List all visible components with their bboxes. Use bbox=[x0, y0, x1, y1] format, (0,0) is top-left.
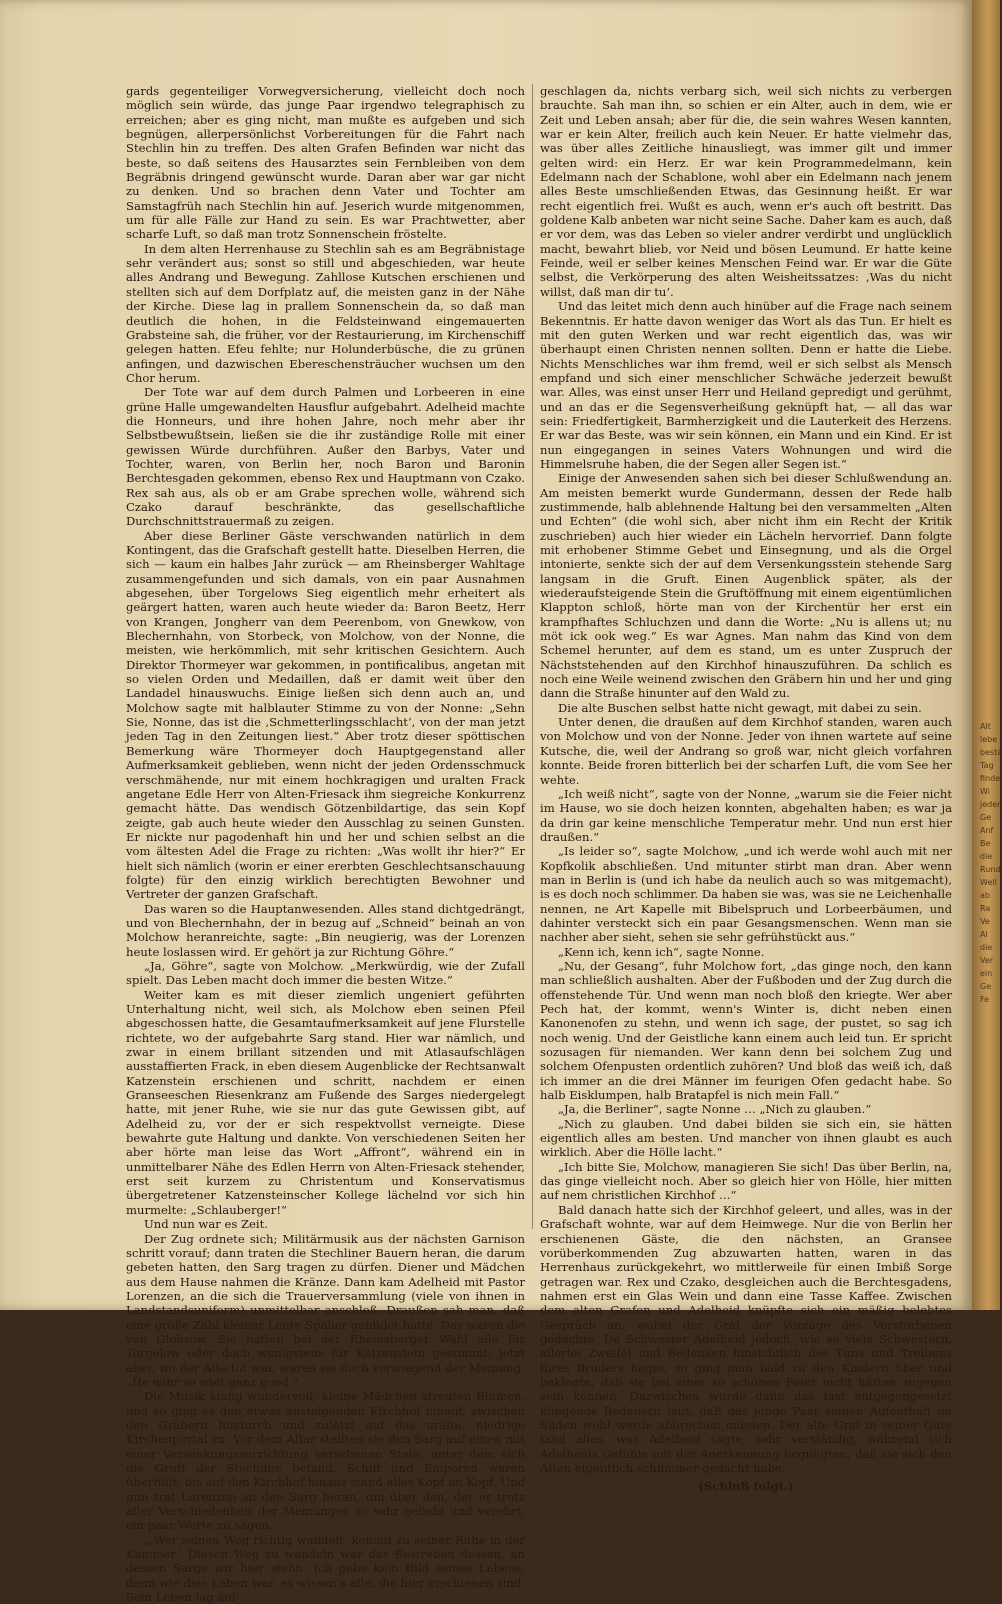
edge-fragment: Ve bbox=[980, 917, 990, 926]
edge-fragment: Be bbox=[980, 839, 991, 848]
edge-fragment: Ra bbox=[980, 904, 991, 913]
left-text-column bbox=[126, 84, 525, 1604]
edge-fragment: Ge bbox=[980, 813, 992, 822]
paragraph: In dem alten Herrenhause zu Stechlin sah es am Begräbnistage sehr verändert aus; sonst so still und abgeschieden, war heute alles Andrang und Bewegung. Zahllose Kutschen erschienen und stellten sich auf dem Dorfplatz auf, die meisten ganz in der Nähe der Kirche. Diese lag in prallem Sonnenschein da, so daß man deutlich die hohen, in die Feldsteinwand eingemauerten Grabsteine sah, die früher, vor der Restaurierung, im Kirchenschiff gelegen hatten. Efeu fehlte; nur Holunderbüsche, die zu grünen anfingen, und dazwischen Ebereschensträucher wuchsen um den Chor herum. bbox=[126, 241, 525, 385]
edge-fragment: Ver bbox=[980, 956, 994, 965]
edge-fragment: finde bbox=[980, 774, 1001, 783]
paragraph: „Kenn ich, kenn ich“, sagte Nonne. bbox=[558, 944, 765, 959]
edge-fragment: Alt bbox=[980, 722, 991, 731]
column-divider bbox=[532, 84, 533, 1229]
paragraph: Unter denen, die draußen auf dem Kirchhof standen, waren auch von Molchow und von der Nonne. Jeder von ihnen wartete auf seine Kutsche, die, weil der Andrang so groß war, nicht gleich vorfahren konnte. Beide froren bitterlich bei der scharfen Luft, die vom See her wehte. bbox=[540, 715, 952, 787]
paragraph: Einige der Anwesenden sahen sich bei dieser Schlußwendung an. Am meisten bemerkt wurde Gundermann, dessen der Rede halb zustimmende, halb ablehnende Haltung bei den versammelten „Alten und Echten“ (die wohl sich, aber nicht ihm ein Recht der Kritik zuschrieben) auch hier wieder ein Lächeln hervorrief. Dann folgte mit erhobener Stimme Gebet und Einsegnung, und als die Orgel intonierte, senkte sich der auf dem Versenkungsstein stehende Sarg langsam in die Gruft. Einen Augenblick später, als der wiederaufsteigende Stein die Gruftöffnung mit einem eigentümlichen Klappton schloß, hörte man von der Kirchentür her erst ein krampfhaftes Schluchzen und dann die Worte: „Nu is allens ut; nu möt ick ook weg.“ Es war Agnes. Man nahm das Kind von dem Schemel herunter, auf dem es stand, um es unter Zuspruch der Nächststehenden auf den Kirchhof hinauszuführen. Da schlich es noch eine Weile weinend zwischen den Gräbern hin und her und ging dann die Straße hinunter auf den Wald zu. bbox=[540, 471, 952, 701]
paragraph: „Is leider so“, sagte Molchow, „und ich werde wohl auch mit ner Kopfkolik abschließen. Und mitunter stirbt man dran. Aber wenn man in Berlin is (und ich habe da neulich auch so was mitgemacht), is es doch noch schlimmer. Da haben sie was, was sie ne Leichenhalle nennen, ne Art Kapelle mit Bibelspruch und Lorbeerbäumen, und dahinter versteckt sich ein paar Gesangsmenschen. Wenn man sie nachher aber sieht, sehen sie sehr gefrühstückt aus.“ bbox=[540, 844, 952, 945]
paragraph: geschlagen da, nichts verbarg sich, weil sich nichts zu verbergen brauchte. Sah man ihn, so schien er ein Alter, auch in dem, wie er Zeit und Leben ansah; aber für die, die sein wahres Wesen kannten, war er kein Alter, freilich auch kein Neuer. Er hatte vielmehr das, was über alles Zeitliche hinausliegt, was immer gilt und immer gelten wird: ein Herz. Er war kein Programmedelmann, kein Edelmann nach der Schablone, wohl aber ein Edelmann nach jenem alles Beste umschließenden Etwas, das Gesinnung heißt. Er war recht eigentlich frei. Wußt es auch, wenn er's auch oft bestritt. Das goldene Kalb anbeten war nicht seine Sache. Daher kam es auch, daß er vor dem, was das Leben so vieler andrer verdirbt und unglücklich macht, bewahrt blieb, vor Neid und bösen Leumund. Er hatte keine Feinde, weil er selber keines Menschen Feind war. Er war die Güte selbst, die Verkörperung des alten Weisheitssatzes: ‚Was du nicht willst, daß man dir tu‘. bbox=[540, 84, 952, 299]
paragraph: Aber diese Berliner Gäste verschwanden natürlich in dem Kontingent, das die Grafschaft gestellt hatte. Dieselben Herren, die sich — kaum ein halbes Jahr zurück — am Rheinsberger Wahltage zusammengefunden und sich damals, von ein paar Ausnahmen abgesehen, über Torgelows Sieg eigentlich mehr erheitert als geärgert hatten, waren auch heute wieder da: Baron Beetz, Herr von Krangen, Jongherr van dem Peerenbom, von Gnewkow, von Blechernhahn, von Storbeck, von Molchow, von der Nonne, die meisten, wie herkömmlich, mit sehr kritischen Gesichtern. Auch Direktor Thormeyer war gekommen, in pontificalibus, angetan mit so vielen Orden und Medaillen, daß er damit weit über den Landadel hinauswuchs. Einige ließen sich denn auch an, und Molchow sagte mit halblauter Stimme zu von der Nonne: „Sehn Sie, Nonne, das ist die ‚Schmetterlingsschlacht‘, von der man jetzt jeden Tag in den Zeitungen liest.“ Aber trotz dieser spöttischen Bemerkung wäre Thormeyer doch Hauptgegenstand aller Aufmerksamkeit geblieben, wenn nicht der jeden Ordensschmuck verschmähende, nur mit einem hochkragigen und uralten Frack angetane Edle Herr von Alten-Friesack ihm siegreiche Konkurrenz gemacht hätte. Das wendisch Götzenbildartige, das sein Kopf zeigte, gab auch heute wieder den Ausschlag zu seinen Gunsten. Er nickte nur pagodenhaft hin und her und schien selbst an die vom ältesten Adel die Frage zu richten: „Was wollt ihr hier?“ Er hielt sich nämlich (worin er einer ererbten Geschlechtsanschauung folgte) für den einzig wirklich berechtigten Bewohner und Vertreter der ganzen Grafschaft. bbox=[126, 528, 525, 902]
paragraph: „Nu, der Gesang“, fuhr Molchow fort, „das ginge noch, den kann man schließlich aushalten. Aber der Fußboden und der Zug durch die offenstehende Tür. Und wenn man noch bloß den kriegte. Wer aber Pech hat, der kommt, wenn's Winter is, dicht neben einen Kanonenofen zu stehn, und wenn ich sage, der pustet, so sag ich noch wenig. Und der Geistliche kann einem auch leid tun. Er spricht sozusagen für niemanden. Wer kann denn bei solchem Zug und solchem Ofenpusten ordentlich zuhören? Und bloß das weiß ich, daß ich immer an die drei Männer im feurigen Ofen gedacht habe. So halb Eisklumpen, halb Bratapfel is nich mein Fall.“ bbox=[540, 958, 952, 1103]
paragraph: „Ich weiß nicht“, sagte von der Nonne, „warum sie die Feier nicht im Hause, wo sie doch heizen konnten, abgehalten haben; es war ja da drin gar keine menschliche Temperatur mehr. Und nun erst hier draußen.“ bbox=[540, 786, 952, 844]
edge-fragment: lebe bbox=[980, 735, 998, 744]
edge-fragment: jeder bbox=[980, 800, 1001, 809]
edge-fragment: Al bbox=[980, 930, 988, 939]
paragraph: Und nun war es Zeit. bbox=[144, 1217, 268, 1232]
paragraph: Der Tote war auf dem durch Palmen und Lorbeeren in eine grüne Halle umgewandelten Hausflur aufgebahrt. Adelheid machte die Honneurs, und ihre hohen Jahre, noch mehr aber ihr Selbstbewußtsein, ließen sie die ihr zuständige Rolle mit einer gewissen Würde durchführen. Außer den Barbys, Vater und Tochter, waren, von Berlin her, noch Baron und Baronin Berchtesgaden gekommen, ebenso Rex und Hauptmann von Czako. Rex sah aus, als ob er am Grabe sprechen wolle, während sich Czako darauf beschränkte, das gesellschaftliche Durchschnittstrauermaß zu zeigen. bbox=[126, 385, 525, 529]
edge-fragment: Anf bbox=[980, 826, 994, 835]
edge-fragment: Fe bbox=[980, 995, 990, 1004]
continuation-note: (Schluß folgt.) bbox=[698, 1479, 794, 1494]
edge-fragment: bestä bbox=[980, 748, 1002, 757]
paragraph: Und das leitet mich denn auch hinüber auf die Frage nach seinem Bekenntnis. Er hatte davon weniger das Wort als das Tun. Er hielt es mit den guten Werken und war recht eigentlich das, was wir überhaupt einen Christen nennen sollten. Denn er hatte die Liebe. Nichts Menschliches war ihm fremd, weil er sich selbst als Mensch empfand und sich einer menschlicher Schwäche jederzeit bewußt war. Alles, was einst unser Herr und Heiland gepredigt und gerühmt, und an das er die Segensverheißung geknüpft hat, — all das war sein: Friedfertigkeit, Barmherzigkeit und die Lauterkeit des Herzens. Er war das Beste, was wir sein können, ein Mann und ein Kind. Er ist nun eingegangen in seines Vaters Wohnungen und wird die Himmelsruhe haben, die der Segen aller Segen ist.“ bbox=[540, 299, 952, 471]
paragraph: „Ja, die Berliner“, sagte Nonne … „Nich zu glauben.“ bbox=[558, 1102, 872, 1117]
edge-fragment: Rund bbox=[980, 865, 1001, 874]
edge-fragment: ab bbox=[980, 891, 990, 900]
paragraph: Weiter kam es mit dieser ziemlich ungeniert geführten Unterhaltung nicht, weil sich, als Molchow eben seinen Pfeil abgeschossen hatte, die Gesamtaufmerksamkeit auf jene Flurstelle richtete, wo der aufgebahrte Sarg stand. Hier war nämlich, und zwar in einem brillant sitzenden und mit Atlasaufschlägen ausstaffierten Frack, in eben diesem Augenblicke der Rechtsanwalt Katzenstein erschienen und schritt, nachdem er einen Granseeschen Riesenkranz am Fußende des Sarges niedergelegt hatte, mit jener Ruhe, wie sie nur das gute Gewissen gibt, auf Adelheid zu, vor der er sich respektvollst verneigte. Diese bewahrte gute Haltung und dankte. Von verschiedenen Seiten her aber hörte man leise das Wort „Affront“, während ein in unmittelbarer Nähe des Edlen Herrn von Alten-Friesack stehender, erst seit kurzem zu Christentum und Konservatismus übergetretener Katzensteinscher Kollege lächelnd vor sich hin murmelte: „Schlauberger!“ bbox=[126, 987, 525, 1217]
edge-fragment: Tag bbox=[980, 761, 994, 770]
edge-fragment: Wi bbox=[980, 787, 990, 796]
edge-fragment: Ge bbox=[980, 982, 992, 991]
paragraph: Bald danach hatte sich der Kirchhof geleert, und alles, was in der Grafschaft wohnte, war auf dem Heimwege. Nur die von Berlin her erschienenen Gäste, die den nächsten, an Gransee vorüberkommenden Zug abzuwarten hatten, waren in das Herrenhaus zurückgekehrt, wo mittlerweile für einen Imbiß Sorge getragen war. Rex und Czako, desgleichen auch die Berchtesgadens, nahmen erst ein Glas Wein und dann eine Tasse Kaffee. Zwischen dem alten Grafen und Adelheid knüpfte sich ein mäßig belebtes Gespräch an, wobei der Graf der Vorzüge des Verstorbenen gedachte. Da Schwester Adelheid jedoch, wie so viele Schwestern, allerlei Zweifel und Bedenken hinsichtlich des Tuns und Treibens ihres Bruders hegte, so ging man bald zu den Kindern über und beklagte, daß sie bei einer so schönen Feier nicht hätten zugegen sein können. Dazwischen wurde dann das fast entgegengesetzt klingende Bedauern laut, daß das junge Paar seinen Aufenthalt im Süden wohl werde abbrechen müssen. Der alte Graf in seiner Güte fand alles, was Adelheid sagte, sehr verständig, während sich Adelheids Gefühle mit der Anerkennung begnügten, daß sie sich den Alten eigentlich schlimmer gedacht habe. bbox=[540, 1202, 952, 1475]
adjacent-page-edge bbox=[980, 720, 1002, 1280]
right-text-column bbox=[540, 84, 952, 1494]
paragraph: gards gegenteiliger Vorwegversicherung, vielleicht doch noch möglich sein würde, das junge Paar irgendwo telegraphisch zu erreichen; aber es ging nicht, man mußte es aufgeben und sich begnügen, allerpersönlichst Vorbereitungen für die Fahrt nach Stechlin hin zu treffen. Des alten Grafen Befinden war nicht das beste, so daß seitens des Hausarztes sein Fernbleiben von dem Begräbnis dringend gewünscht wurde. Daran aber war gar nicht zu denken. Und so brachen denn Vater und Tochter am Samstagfrüh nach Stechlin hin auf. Jeserich wurde mitgenommen, um für alle Fälle zur Hand zu sein. Es war Prachtwetter, aber scharfe Luft, so daß man trotz Sonnenschein fröstelte. bbox=[126, 84, 525, 242]
paragraph: „Ja, Göhre“, sagte von Molchow. „Merkwürdig, wie der Zufall spielt. Das Leben macht doch immer die besten Witze.“ bbox=[126, 958, 525, 988]
paragraph: Der Zug ordnete sich; Militärmusik aus der nächsten Garnison schritt vorauf; dann traten die Stechliner Bauern heran, die darum gebeten hatten, den Sarg tragen zu dürfen. Diener und Mädchen aus dem Hause nahmen die Kränze. Dann kam Adelheid mit Pastor Lorenzen, an die sich die Trauerversammlung (viele von ihnen in Landstandsuniform) unmittelbar anschloß. Draußen sah man, daß eine große Zahl kleiner Leute Spalier gebildet hatte. Das waren die von Globsow. Sie hatten bei der Rheinsberger Wahl alle für Torgelow oder doch wenigstens für Katzenstein gestimmt; jetzt aber, wo der Alte tot war, waren sie doch vorwiegend der Meinung: „He wihr so wiet ganz good.“ bbox=[126, 1231, 525, 1389]
edge-fragment: Well bbox=[980, 878, 997, 887]
paragraph: „Ich bitte Sie, Molchow, managieren Sie sich! Das über Berlin, na, das ginge vielleicht noch. Aber so gleich hier von Hölle, hier mitten auf nem christlichen Kirchhof …“ bbox=[540, 1159, 952, 1203]
paragraph: „‚Wer seinen Weg richtig wandelt, kommt zu seiner Ruhe in der Kammer.‘ Diesen Weg zu wandeln war das Bestreben dessen, an dessen Sarge wir hier stehn. Ich gebe kein Bild seines Lebens, denn wie dies Leben war, es wissen's alle, die hier erschienen sind. Sein Leben lag auf- bbox=[126, 1532, 525, 1604]
paragraph: Das waren so die Hauptanwesenden. Alles stand dichtgedrängt, und von Blechernhahn, der in bezug auf „Schneid“ beinah an von Molchow heranreichte, sagte: „Bin neugierig, was der Lorenzen heute loslassen wird. Er gehört ja zur Richtung Göhre.“ bbox=[126, 901, 525, 959]
edge-fragment: die bbox=[980, 852, 993, 861]
edge-fragment: die bbox=[980, 943, 993, 952]
paragraph: Die alte Buschen selbst hatte nicht gewagt, mit dabei zu sein. bbox=[558, 700, 922, 715]
edge-fragment: ein bbox=[980, 969, 993, 978]
paragraph: „Nich zu glauben. Und dabei bilden sie sich ein, sie hätten eigentlich alles am besten. Und mancher von ihnen glaubt es auch wirklich. Aber die Hölle lacht.“ bbox=[540, 1116, 952, 1160]
paragraph: Die Musik klang wundervoll; kleine Mädchen streuten Blumen, und so ging es den etwas ansteigenden Kirchhof hinauf, zwischen den Gräbern hindurch und zuletzt auf das uralte, niedrige Kirchenportal zu. Vor dem Altar stellten sie den Sarg auf einen mit einer Versenkungsvorrichtung versehenen Stein, unter dem sich die Gruft der Stechline befand. Schiff und Emporen waren überfüllt; bis auf den Kirchhof hinaus stand alles Kopf an Kopf. Und nun trat Lorenzen an den Sarg heran, um über den, der er trotz aller Verschiedenheit der Meinungen so sehr geliebt und verehrt, ein paar Worte zu sagen. bbox=[126, 1389, 525, 1533]
